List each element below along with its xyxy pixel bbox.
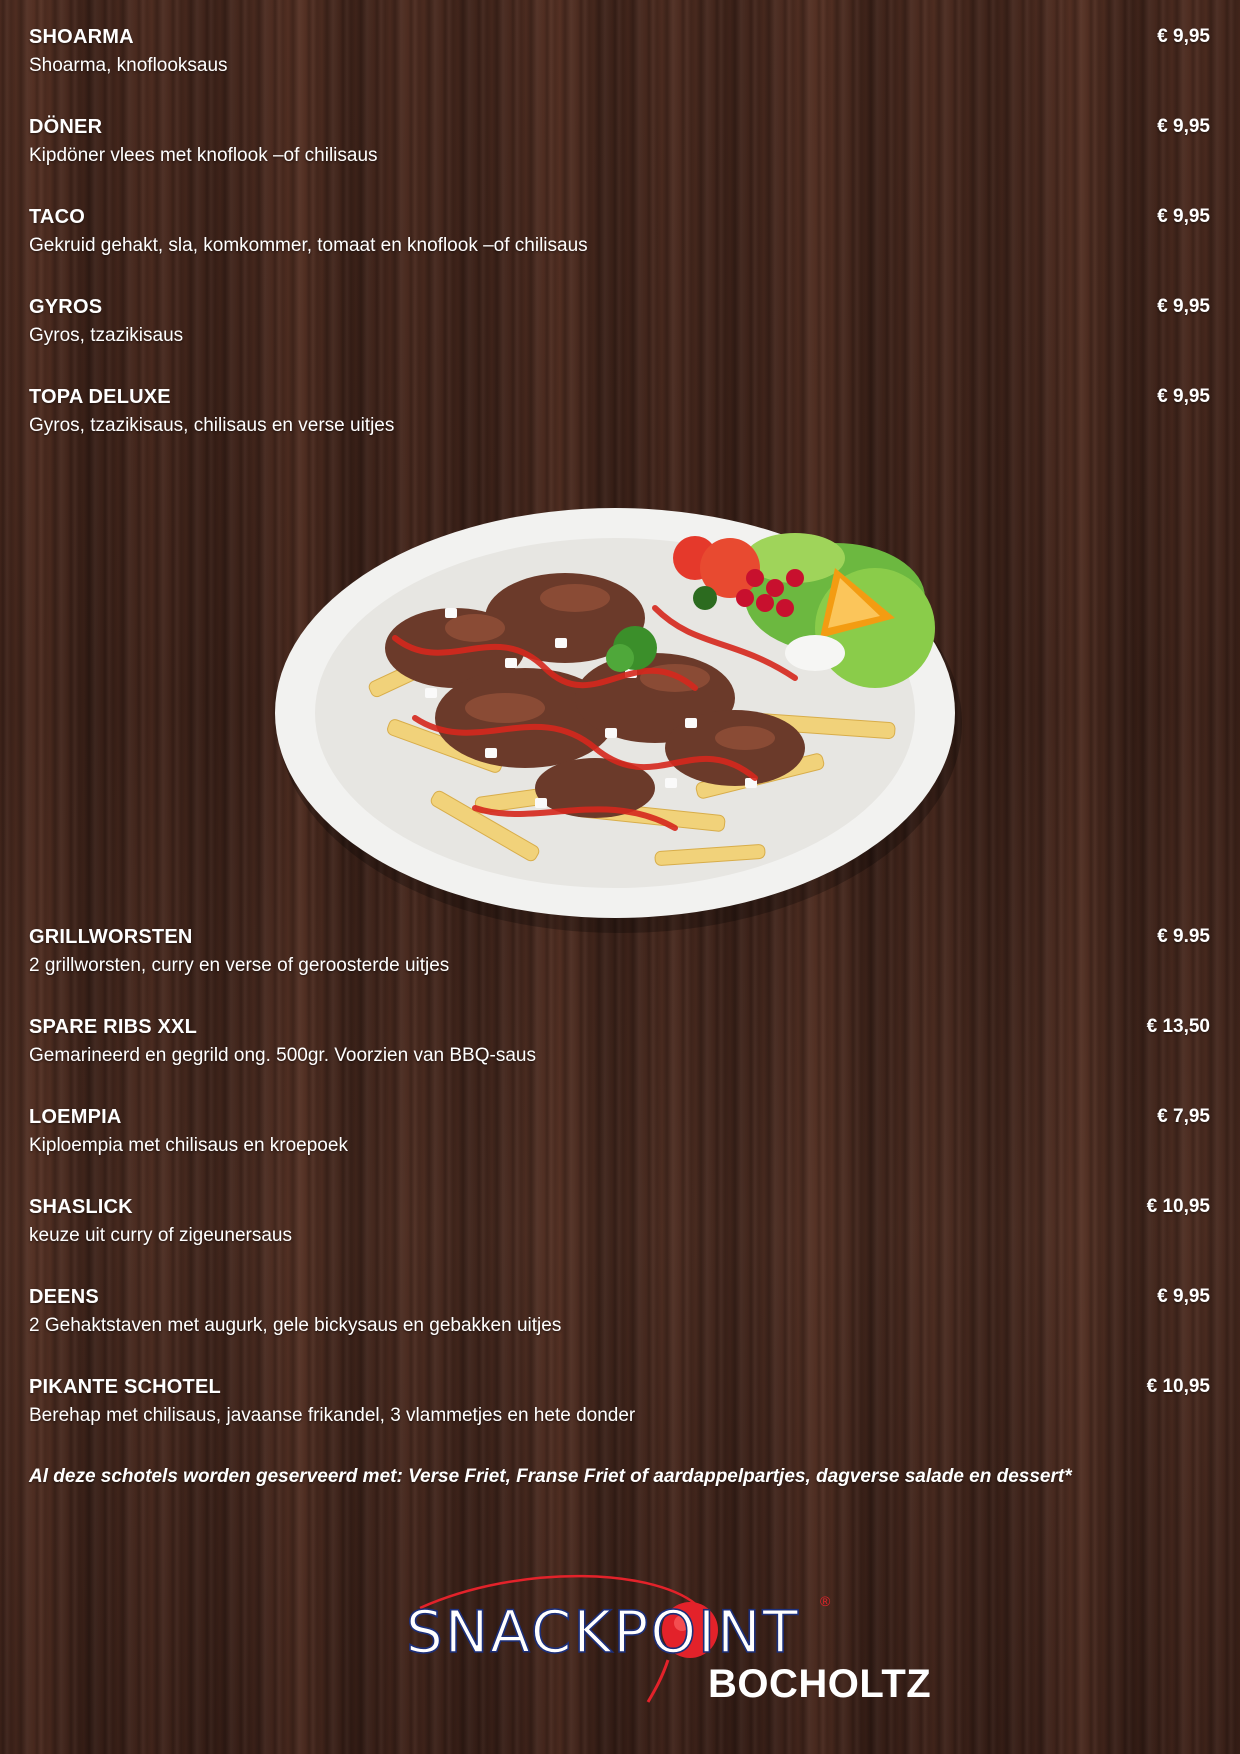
item-price: € 7,95 xyxy=(1157,1106,1210,1127)
item-description: Gemarineerd en gegrild ong. 500gr. Voorzien van BBQ-saus xyxy=(29,1045,536,1066)
item-price: € 9.95 xyxy=(1157,926,1210,947)
item-name: DEENS xyxy=(29,1286,99,1308)
item-description: Berehap met chilisaus, javaanse frikandel, 3 vlammetjes en hete donder xyxy=(29,1405,636,1426)
registered-mark: ® xyxy=(820,1593,831,1609)
item-name: SHOARMA xyxy=(29,26,134,48)
item-name: DÖNER xyxy=(29,116,103,138)
item-name: SHASLICK xyxy=(29,1196,133,1218)
item-price: € 10,95 xyxy=(1146,1196,1210,1217)
item-description: Kiploempia met chilisaus en kroepoek xyxy=(29,1135,348,1156)
item-price: € 9,95 xyxy=(1157,116,1210,137)
item-price: € 13,50 xyxy=(1146,1016,1210,1037)
menu-list-top xyxy=(29,24,1210,474)
item-description: 2 grillworsten, curry en verse of geroosterde uitjes xyxy=(29,955,450,976)
menu-item xyxy=(29,1014,1210,1104)
menu-item xyxy=(29,294,1210,384)
menu-item xyxy=(29,204,1210,294)
menu-item xyxy=(29,114,1210,204)
item-price: € 9,95 xyxy=(1157,206,1210,227)
item-description: 2 Gehaktstaven met augurk, gele bickysaus en gebakken uitjes xyxy=(29,1315,562,1336)
logo-location: BOCHOLTZ xyxy=(708,1662,932,1706)
item-description: Kipdöner vlees met knoflook –of chilisaus xyxy=(29,145,378,166)
dish-photo xyxy=(275,488,965,948)
menu-item xyxy=(29,1104,1210,1194)
item-name: GYROS xyxy=(29,296,103,318)
item-description: keuze uit curry of zigeunersaus xyxy=(29,1225,292,1246)
item-description: Gyros, tzazikisaus xyxy=(29,325,184,346)
item-name: TOPA DELUXE xyxy=(29,386,171,408)
item-name: SPARE RIBS XXL xyxy=(29,1016,198,1038)
menu-item xyxy=(29,924,1210,1014)
snackpoint-logo xyxy=(400,1568,940,1718)
item-price: € 9,95 xyxy=(1157,26,1210,47)
item-description: Gyros, tzazikisaus, chilisaus en verse uitjes xyxy=(29,415,395,436)
item-name: PIKANTE SCHOTEL xyxy=(29,1376,221,1398)
item-price: € 9,95 xyxy=(1157,296,1210,317)
menu-item xyxy=(29,1194,1210,1284)
logo-text: SNACKPOINT xyxy=(406,1598,800,1666)
item-description: Shoarma, knoflooksaus xyxy=(29,55,228,76)
menu-list-bottom xyxy=(29,924,1210,1464)
menu-item xyxy=(29,384,1210,474)
menu-item xyxy=(29,1284,1210,1374)
item-price: € 10,95 xyxy=(1146,1376,1210,1397)
item-name: GRILLWORSTEN xyxy=(29,926,193,948)
serving-note: Al deze schotels worden geserveerd met: Verse Friet, Franse Friet of aardappelpartjes, dagverse salade en dessert* xyxy=(29,1466,1072,1487)
item-description: Gekruid gehakt, sla, komkommer, tomaat en knoflook –of chilisaus xyxy=(29,235,588,256)
item-price: € 9,95 xyxy=(1157,386,1210,407)
item-name: LOEMPIA xyxy=(29,1106,122,1128)
menu-item xyxy=(29,24,1210,114)
item-price: € 9,95 xyxy=(1157,1286,1210,1307)
item-name: TACO xyxy=(29,206,85,228)
menu-item xyxy=(29,1374,1210,1464)
